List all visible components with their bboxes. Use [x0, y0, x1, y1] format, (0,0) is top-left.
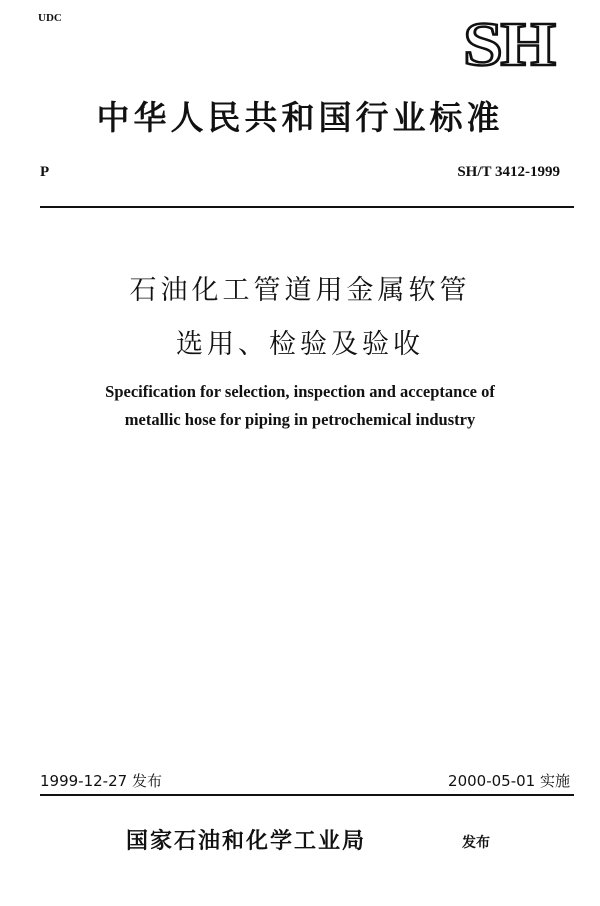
title-en-line1: Specification for selection, inspection and acceptance of	[105, 382, 495, 401]
title-cn-line2: 选用、检验及验收	[176, 329, 424, 360]
standard-code: SH/T 3412-1999	[457, 164, 560, 180]
category-code: P	[40, 164, 50, 180]
implementation-date: 2000-05-01 实施	[448, 772, 570, 790]
top-divider	[40, 206, 574, 208]
issue-date: 1999-12-27 发布	[40, 772, 162, 790]
publish-label: 发布	[462, 835, 490, 851]
title-cn-line1: 石油化工管道用金属软管	[129, 275, 471, 306]
udc-label: UDC	[38, 12, 62, 24]
sh-logo: SH	[463, 11, 554, 79]
bottom-divider	[40, 794, 574, 796]
title-en-line2: metallic hose for piping in petrochemical industry	[124, 410, 476, 429]
publisher-name: 国家石油和化学工业局	[126, 829, 367, 854]
standard-title: 中华人民共和国行业标准	[96, 98, 504, 137]
